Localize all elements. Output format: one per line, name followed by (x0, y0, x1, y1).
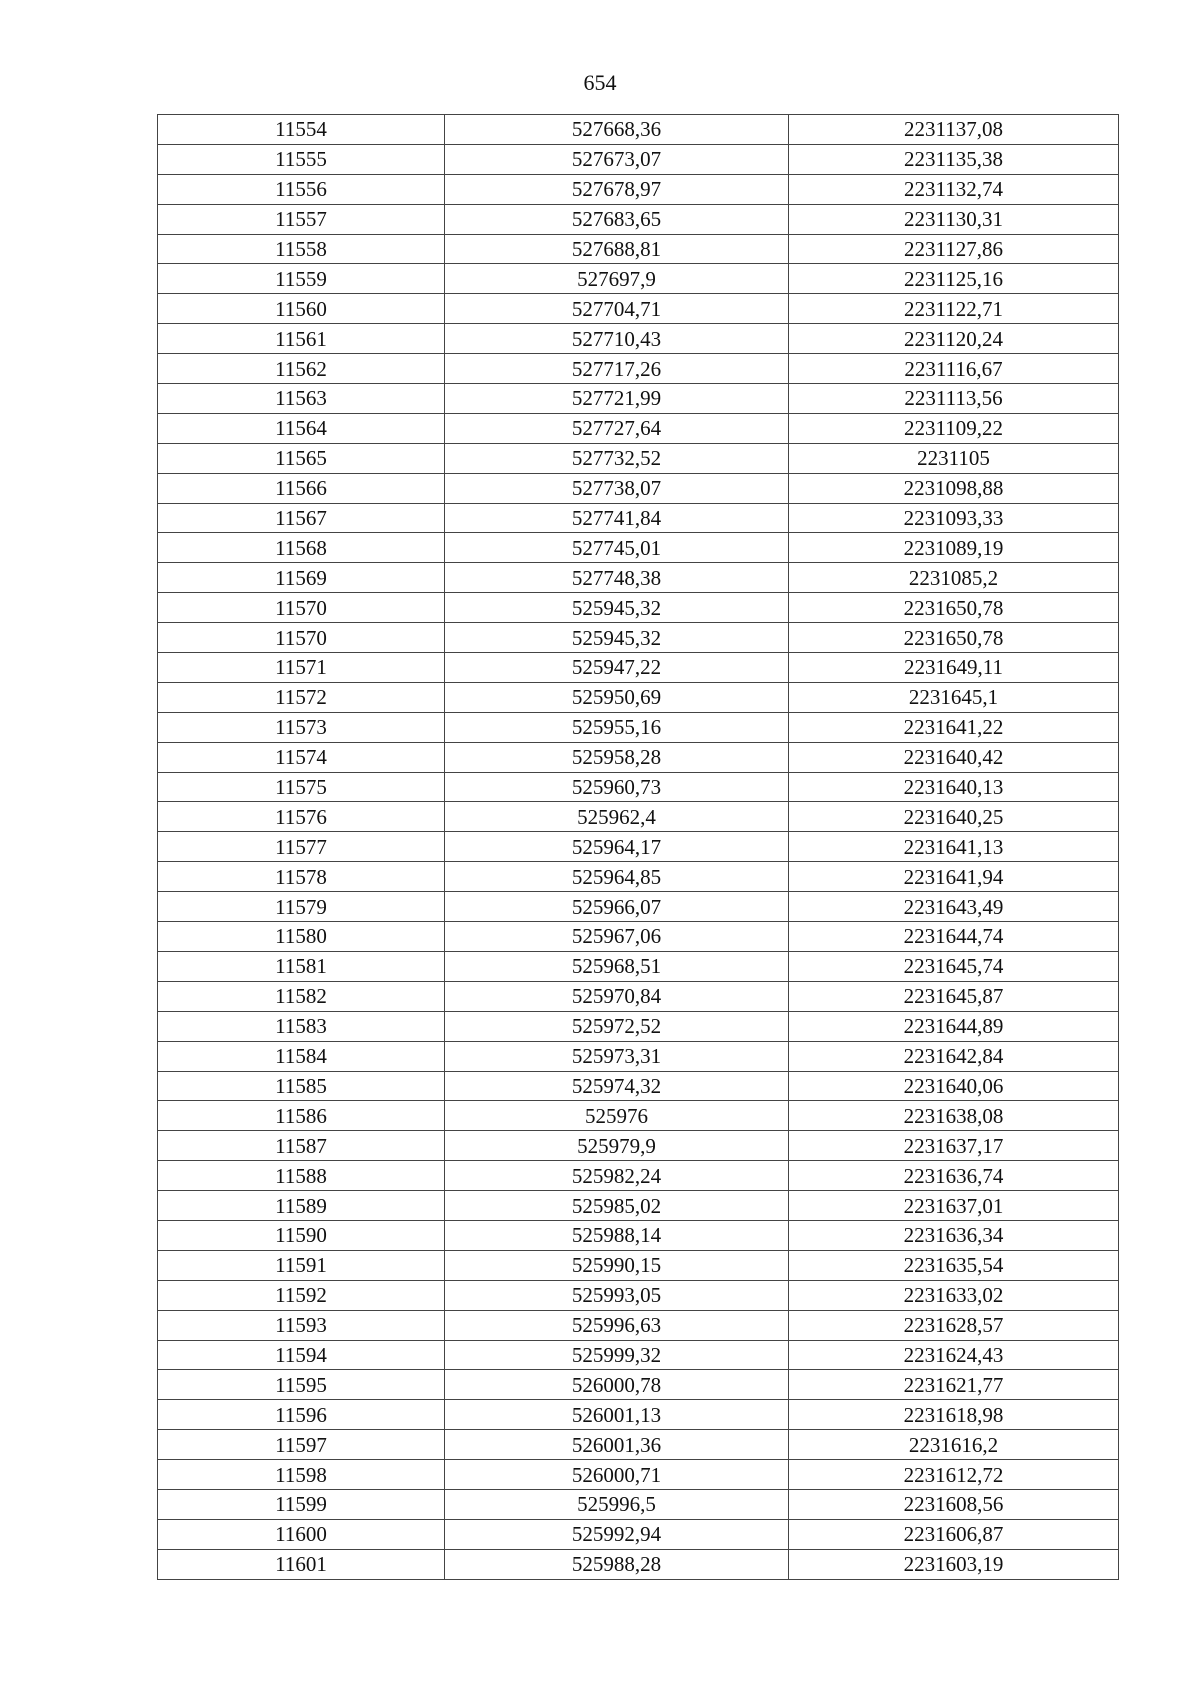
x-coordinate-cell: 525972,52 (445, 1011, 789, 1041)
table-row (158, 1370, 1119, 1400)
table-row (158, 892, 1119, 922)
point-number-cell: 11586 (158, 1101, 445, 1131)
y-coordinate-cell: 2231641,22 (789, 712, 1119, 742)
point-number-cell: 11585 (158, 1071, 445, 1101)
x-coordinate-cell: 526001,36 (445, 1430, 789, 1460)
x-coordinate-cell: 527738,07 (445, 473, 789, 503)
point-number-cell: 11572 (158, 682, 445, 712)
point-number-cell: 11578 (158, 862, 445, 892)
point-number-cell: 11591 (158, 1250, 445, 1280)
y-coordinate-cell: 2231640,06 (789, 1071, 1119, 1101)
point-number-cell: 11581 (158, 951, 445, 981)
point-number-cell: 11595 (158, 1370, 445, 1400)
table-row (158, 115, 1119, 145)
point-number-cell: 11582 (158, 981, 445, 1011)
point-number-cell: 11594 (158, 1340, 445, 1370)
y-coordinate-cell: 2231085,2 (789, 563, 1119, 593)
point-number-cell: 11558 (158, 234, 445, 264)
x-coordinate-cell: 525985,02 (445, 1191, 789, 1221)
table-row (158, 443, 1119, 473)
y-coordinate-cell: 2231116,67 (789, 354, 1119, 384)
x-coordinate-cell: 525964,17 (445, 832, 789, 862)
x-coordinate-cell: 525993,05 (445, 1280, 789, 1310)
y-coordinate-cell: 2231127,86 (789, 234, 1119, 264)
point-number-cell: 11555 (158, 144, 445, 174)
x-coordinate-cell: 527688,81 (445, 234, 789, 264)
point-number-cell: 11588 (158, 1161, 445, 1191)
table-row (158, 1340, 1119, 1370)
point-number-cell: 11574 (158, 742, 445, 772)
table-row (158, 1549, 1119, 1579)
x-coordinate-cell: 525988,14 (445, 1220, 789, 1250)
y-coordinate-cell: 2231089,19 (789, 533, 1119, 563)
point-number-cell: 11584 (158, 1041, 445, 1071)
y-coordinate-cell: 2231093,33 (789, 503, 1119, 533)
x-coordinate-cell: 525976 (445, 1101, 789, 1131)
x-coordinate-cell: 527732,52 (445, 443, 789, 473)
point-number-cell: 11601 (158, 1549, 445, 1579)
table-row (158, 533, 1119, 563)
table-row (158, 264, 1119, 294)
x-coordinate-cell: 527748,38 (445, 563, 789, 593)
table-row (158, 1400, 1119, 1430)
y-coordinate-cell: 2231637,17 (789, 1131, 1119, 1161)
point-number-cell: 11583 (158, 1011, 445, 1041)
y-coordinate-cell: 2231612,72 (789, 1460, 1119, 1490)
x-coordinate-cell: 527745,01 (445, 533, 789, 563)
table-row (158, 772, 1119, 802)
table-row (158, 174, 1119, 204)
y-coordinate-cell: 2231644,74 (789, 922, 1119, 952)
table-row (158, 1161, 1119, 1191)
x-coordinate-cell: 527721,99 (445, 384, 789, 414)
page-number: 654 (583, 70, 617, 95)
y-coordinate-cell: 2231641,94 (789, 862, 1119, 892)
y-coordinate-cell: 2231642,84 (789, 1041, 1119, 1071)
y-coordinate-cell: 2231608,56 (789, 1489, 1119, 1519)
point-number-cell: 11600 (158, 1519, 445, 1549)
coordinates-table (157, 114, 1119, 1580)
y-coordinate-cell: 2231098,88 (789, 473, 1119, 503)
table-row (158, 204, 1119, 234)
point-number-cell: 11560 (158, 294, 445, 324)
point-number-cell: 11596 (158, 1400, 445, 1430)
point-number-cell: 11557 (158, 204, 445, 234)
y-coordinate-cell: 2231603,19 (789, 1549, 1119, 1579)
x-coordinate-cell: 525955,16 (445, 712, 789, 742)
y-coordinate-cell: 2231130,31 (789, 204, 1119, 234)
x-coordinate-cell: 526000,78 (445, 1370, 789, 1400)
point-number-cell: 11599 (158, 1489, 445, 1519)
coordinates-table-body (158, 115, 1119, 1580)
y-coordinate-cell: 2231621,77 (789, 1370, 1119, 1400)
table-row (158, 413, 1119, 443)
x-coordinate-cell: 526000,71 (445, 1460, 789, 1490)
table-row (158, 1071, 1119, 1101)
table-row (158, 1041, 1119, 1071)
table-row (158, 473, 1119, 503)
point-number-cell: 11568 (158, 533, 445, 563)
table-row (158, 802, 1119, 832)
table-row (158, 1430, 1119, 1460)
x-coordinate-cell: 525999,32 (445, 1340, 789, 1370)
x-coordinate-cell: 525974,32 (445, 1071, 789, 1101)
y-coordinate-cell: 2231125,16 (789, 264, 1119, 294)
point-number-cell: 11554 (158, 115, 445, 145)
x-coordinate-cell: 527710,43 (445, 324, 789, 354)
x-coordinate-cell: 525982,24 (445, 1161, 789, 1191)
point-number-cell: 11577 (158, 832, 445, 862)
table-row (158, 384, 1119, 414)
table-row (158, 1310, 1119, 1340)
y-coordinate-cell: 2231618,98 (789, 1400, 1119, 1430)
x-coordinate-cell: 525996,63 (445, 1310, 789, 1340)
table-row (158, 503, 1119, 533)
point-number-cell: 11576 (158, 802, 445, 832)
point-number-cell: 11593 (158, 1310, 445, 1340)
point-number-cell: 11573 (158, 712, 445, 742)
x-coordinate-cell: 525958,28 (445, 742, 789, 772)
y-coordinate-cell: 2231135,38 (789, 144, 1119, 174)
x-coordinate-cell: 525962,4 (445, 802, 789, 832)
table-row (158, 682, 1119, 712)
point-number-cell: 11590 (158, 1220, 445, 1250)
point-number-cell: 11575 (158, 772, 445, 802)
x-coordinate-cell: 525967,06 (445, 922, 789, 952)
y-coordinate-cell: 2231606,87 (789, 1519, 1119, 1549)
x-coordinate-cell: 527727,64 (445, 413, 789, 443)
table-row (158, 1191, 1119, 1221)
x-coordinate-cell: 525992,94 (445, 1519, 789, 1549)
y-coordinate-cell: 2231645,87 (789, 981, 1119, 1011)
y-coordinate-cell: 2231637,01 (789, 1191, 1119, 1221)
x-coordinate-cell: 525966,07 (445, 892, 789, 922)
x-coordinate-cell: 525968,51 (445, 951, 789, 981)
x-coordinate-cell: 527717,26 (445, 354, 789, 384)
table-row (158, 623, 1119, 653)
y-coordinate-cell: 2231628,57 (789, 1310, 1119, 1340)
table-row (158, 1250, 1119, 1280)
y-coordinate-cell: 2231633,02 (789, 1280, 1119, 1310)
x-coordinate-cell: 525996,5 (445, 1489, 789, 1519)
point-number-cell: 11565 (158, 443, 445, 473)
x-coordinate-cell: 525970,84 (445, 981, 789, 1011)
table-row (158, 1220, 1119, 1250)
y-coordinate-cell: 2231638,08 (789, 1101, 1119, 1131)
y-coordinate-cell: 2231645,1 (789, 682, 1119, 712)
table-row (158, 294, 1119, 324)
y-coordinate-cell: 2231636,34 (789, 1220, 1119, 1250)
point-number-cell: 11561 (158, 324, 445, 354)
point-number-cell: 11556 (158, 174, 445, 204)
table-row (158, 832, 1119, 862)
table-row (158, 234, 1119, 264)
x-coordinate-cell: 526001,13 (445, 1400, 789, 1430)
y-coordinate-cell: 2231643,49 (789, 892, 1119, 922)
point-number-cell: 11569 (158, 563, 445, 593)
y-coordinate-cell: 2231137,08 (789, 115, 1119, 145)
table-row (158, 951, 1119, 981)
point-number-cell: 11566 (158, 473, 445, 503)
table-row (158, 862, 1119, 892)
point-number-cell: 11562 (158, 354, 445, 384)
table-row (158, 712, 1119, 742)
y-coordinate-cell: 2231640,13 (789, 772, 1119, 802)
y-coordinate-cell: 2231644,89 (789, 1011, 1119, 1041)
table-row (158, 922, 1119, 952)
x-coordinate-cell: 527704,71 (445, 294, 789, 324)
y-coordinate-cell: 2231649,11 (789, 653, 1119, 683)
x-coordinate-cell: 525950,69 (445, 682, 789, 712)
table-row (158, 593, 1119, 623)
x-coordinate-cell: 525988,28 (445, 1549, 789, 1579)
table-row (158, 563, 1119, 593)
y-coordinate-cell: 2231132,74 (789, 174, 1119, 204)
point-number-cell: 11559 (158, 264, 445, 294)
table-row (158, 742, 1119, 772)
y-coordinate-cell: 2231650,78 (789, 593, 1119, 623)
y-coordinate-cell: 2231641,13 (789, 832, 1119, 862)
point-number-cell: 11567 (158, 503, 445, 533)
y-coordinate-cell: 2231640,25 (789, 802, 1119, 832)
y-coordinate-cell: 2231640,42 (789, 742, 1119, 772)
point-number-cell: 11579 (158, 892, 445, 922)
point-number-cell: 11563 (158, 384, 445, 414)
y-coordinate-cell: 2231113,56 (789, 384, 1119, 414)
point-number-cell: 11597 (158, 1430, 445, 1460)
point-number-cell: 11571 (158, 653, 445, 683)
x-coordinate-cell: 527673,07 (445, 144, 789, 174)
x-coordinate-cell: 525990,15 (445, 1250, 789, 1280)
point-number-cell: 11587 (158, 1131, 445, 1161)
x-coordinate-cell: 527668,36 (445, 115, 789, 145)
y-coordinate-cell: 2231109,22 (789, 413, 1119, 443)
table-row (158, 1519, 1119, 1549)
y-coordinate-cell: 2231635,54 (789, 1250, 1119, 1280)
y-coordinate-cell: 2231650,78 (789, 623, 1119, 653)
table-row (158, 1101, 1119, 1131)
point-number-cell: 11570 (158, 593, 445, 623)
x-coordinate-cell: 527683,65 (445, 204, 789, 234)
point-number-cell: 11592 (158, 1280, 445, 1310)
point-number-cell: 11564 (158, 413, 445, 443)
y-coordinate-cell: 2231624,43 (789, 1340, 1119, 1370)
table-row (158, 354, 1119, 384)
table-row (158, 1011, 1119, 1041)
table-row (158, 1280, 1119, 1310)
point-number-cell: 11598 (158, 1460, 445, 1490)
y-coordinate-cell: 2231616,2 (789, 1430, 1119, 1460)
x-coordinate-cell: 525947,22 (445, 653, 789, 683)
x-coordinate-cell: 527678,97 (445, 174, 789, 204)
y-coordinate-cell: 2231120,24 (789, 324, 1119, 354)
y-coordinate-cell: 2231105 (789, 443, 1119, 473)
table-row (158, 1460, 1119, 1490)
table-row (158, 324, 1119, 354)
x-coordinate-cell: 527741,84 (445, 503, 789, 533)
table-row (158, 1131, 1119, 1161)
y-coordinate-cell: 2231645,74 (789, 951, 1119, 981)
point-number-cell: 11589 (158, 1191, 445, 1221)
x-coordinate-cell: 525945,32 (445, 623, 789, 653)
point-number-cell: 11580 (158, 922, 445, 952)
point-number-cell: 11570 (158, 623, 445, 653)
table-row (158, 1489, 1119, 1519)
x-coordinate-cell: 525960,73 (445, 772, 789, 802)
y-coordinate-cell: 2231122,71 (789, 294, 1119, 324)
x-coordinate-cell: 525945,32 (445, 593, 789, 623)
x-coordinate-cell: 525964,85 (445, 862, 789, 892)
x-coordinate-cell: 525973,31 (445, 1041, 789, 1071)
table-row (158, 144, 1119, 174)
x-coordinate-cell: 527697,9 (445, 264, 789, 294)
table-row (158, 981, 1119, 1011)
y-coordinate-cell: 2231636,74 (789, 1161, 1119, 1191)
table-row (158, 653, 1119, 683)
x-coordinate-cell: 525979,9 (445, 1131, 789, 1161)
